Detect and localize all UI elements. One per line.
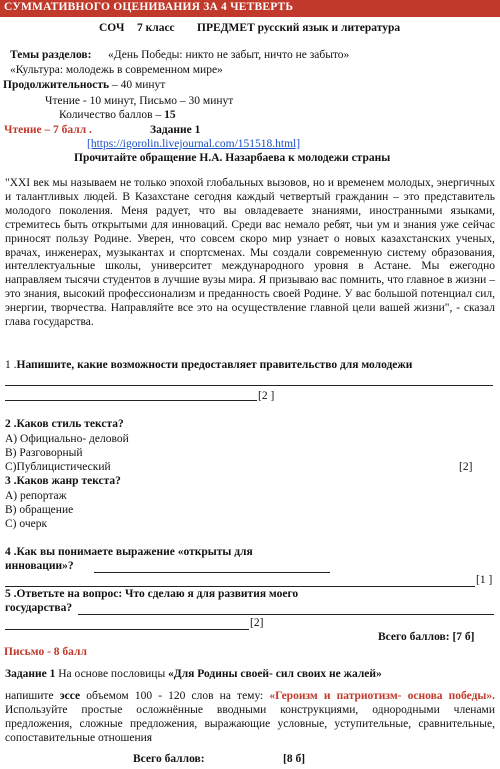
essay-instructions [5, 690, 495, 746]
duration-value: – 40 минут [111, 79, 166, 91]
option-2b[interactable]: В) Разговорный [5, 447, 83, 459]
essay-guidance: Используйте простые осложнённые вводными конструкциями, однородными членами предложения, сложные предложения, выражающие условные, уступительные, сравнительные, сопоставительные отношения [5, 703, 495, 744]
answer-line-5a[interactable] [78, 614, 494, 615]
question-5-line2: государства? [5, 602, 73, 614]
duration-breakdown: Чтение - 10 минут, Письмо – 30 минут [45, 95, 234, 107]
topic-1: «День Победы: никто не забыт, ничто не забыто» [108, 49, 350, 61]
topics-label: Темы разделов: [10, 49, 92, 61]
duration-label: Продолжительность [3, 79, 110, 91]
reading-total: Всего баллов: [7 б] [378, 631, 475, 643]
question-5-line1: 5 .Ответьте на вопрос: Что сделаю я для развития моего [5, 588, 299, 600]
question-4-line1: 4 .Как вы понимаете выражение «открыты для [5, 546, 253, 558]
answer-line-5b[interactable] [5, 629, 249, 630]
answer-line-1a[interactable] [5, 385, 493, 386]
writing-proverb: «Для Родины своей- сил своих не жалей» [168, 668, 382, 680]
duration-line [3, 78, 165, 92]
essay-prefix: напишите [5, 690, 54, 702]
question-1-number: 1 . [5, 359, 17, 371]
reading-text: "XXI век мы называем не только эпохой глобальных вызовов, но и временем молодых, энергичных и талантливых людей. В Казахстане сегодня каждый четвертый гражданин – это представитель молодого поколения. Меня радует, что вы овладеваете знаниями, иностранными языками, стремитесь быть открытыми для инноваций. Среди вас немало ребят, чьи ум и знания уже сейчас приносят пользу Родине. Уверен, что совсем скоро мир узнает о новых казахстанских ученых, врачах, инженерах, музыкантах и спортсменах. Мы создали современную систему образования, интеллектуальные школы, университет международного уровня в Астане. Мы ежегодно направляем тысячи студентов в лучшие вузы мира. Я призываю вас помнить, что главное в жизни – это знания, высокий профессионализм и преданность своей Родине. У вас большой потенциал сил, энергии, творчества. Направляйте все это на осуществление главной цели вашей жизни", - сказал глава государства. [5, 177, 495, 329]
option-3c[interactable]: С) очерк [5, 518, 48, 530]
question-1 [5, 358, 412, 372]
question-4-line2: инновации»? [5, 560, 74, 572]
writing-total-value: [8 б] [283, 753, 306, 765]
question-5-points: [2] [250, 617, 264, 629]
answer-line-1b[interactable] [5, 400, 257, 401]
question-1-points: [2 ] [258, 390, 275, 402]
task-1-label: Задание 1 [150, 124, 201, 136]
writing-total-label: Всего баллов: [133, 753, 205, 765]
option-2c[interactable]: С)Публицистический [5, 461, 111, 473]
subject-label: ПРЕДМЕТ русский язык и литература [197, 22, 401, 34]
question-2: 2 .Каков стиль текста? [5, 418, 124, 430]
writing-task-text: На основе пословицы [58, 668, 166, 680]
answer-line-4a[interactable] [94, 572, 330, 573]
points-label: Количество баллов – [59, 109, 162, 121]
reading-instruction: Прочитайте обращение Н.А. Назарбаева к молодежи страны [74, 152, 391, 164]
grade-label: 7 класс [137, 22, 175, 34]
question-4-points: [1 ] [476, 574, 493, 586]
essay-theme: «Героизм и патриотизм- основа победы». [269, 690, 496, 702]
option-2a[interactable]: А) Официально- деловой [5, 433, 129, 445]
option-3b[interactable]: В) обращение [5, 504, 74, 516]
question-3: 3 .Каков жанр текста? [5, 475, 121, 487]
question-1-text: Напишите, какие возможности предоставляет правительство для молодежи [16, 359, 413, 371]
option-3a[interactable]: А) репортаж [5, 490, 67, 502]
question-2-points: [2] [459, 461, 473, 473]
reading-label: Чтение – 7 балл . [4, 124, 92, 136]
writing-task-line [5, 667, 382, 681]
header-banner [0, 0, 500, 17]
banner-title: СУММАТИВНОГО ОЦЕНИВАНИЯ ЗА 4 ЧЕТВЕРТЬ [4, 1, 294, 13]
points-line [59, 108, 176, 122]
points-value: 15 [164, 109, 176, 121]
writing-label: Письмо - 8 балл [4, 646, 87, 658]
writing-task-label: Задание 1 [5, 668, 56, 680]
soch-label: СОЧ [99, 22, 125, 34]
essay-word: эссе [59, 690, 81, 702]
topic-2: «Культура: молодежь в современном мире» [10, 64, 223, 76]
source-link[interactable]: [https://igorolin.livejournal.com/151518.html] [87, 138, 301, 150]
essay-text: объемом 100 - 120 слов на тему: [86, 690, 264, 702]
